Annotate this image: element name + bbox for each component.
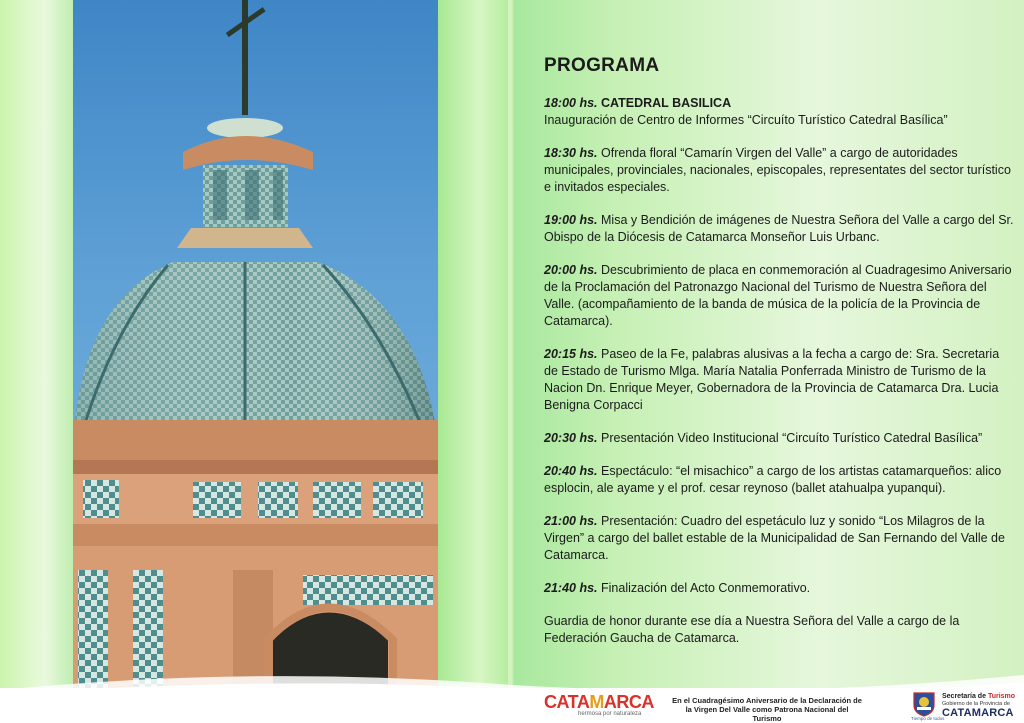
logo-tagline: hermosa por naturaleza <box>578 711 642 717</box>
footer-bar <box>0 688 1024 723</box>
item-text: Presentación Video Institucional “Circuíto Turístico Catedral Basílica” <box>601 431 983 445</box>
program-content <box>544 55 1014 663</box>
item-place: CATEDRAL BASILICA <box>601 96 732 110</box>
item-time: 20:00 hs. <box>544 263 598 277</box>
cross <box>226 0 266 115</box>
schedule-item <box>544 262 1014 330</box>
government-label: Gobierno de la Provincia de <box>942 701 1010 707</box>
item-time: 20:30 hs. <box>544 431 598 445</box>
item-text: Finalización del Acto Conmemorativo. <box>601 581 811 595</box>
item-time: 20:15 hs. <box>544 347 598 361</box>
schedule-item <box>544 95 1014 129</box>
schedule-item <box>544 430 1014 447</box>
item-time: 21:40 hs. <box>544 581 598 595</box>
item-text: Paseo de la Fe, palabras alusivas a la fecha a cargo de: Sra. Secretaria de Estado de Turismo Mlga. María Natalia Ponferrada Ministro de Turismo de la Nacion Dn. Enrique Meyer, Gobernadora de la Provincia de Catamarca Dra. Lucia Benigna Corpacci <box>544 347 1000 412</box>
secretariat-title: Secretaría de Turismo <box>942 693 1016 700</box>
center-fold-glow <box>438 0 508 723</box>
schedule-item <box>544 463 1014 497</box>
item-text: Espectáculo: “el misachico” a cargo de los artistas catamarqueños: alico esplocin, ale ayame y el prof. cesar reynoso (ballet atahualpa yupanqui). <box>544 464 1002 495</box>
item-text: Inauguración de Centro de Informes “Circuíto Turístico Catedral Basílica” <box>544 113 948 127</box>
item-text: Ofrenda floral “Camarín Virgen del Valle” a cargo de autoridades municipales, provinciales, nacionales, episcopales, representates del sector turístico e invitados especiales. <box>544 146 1011 194</box>
province-emblem-icon <box>912 691 936 717</box>
schedule-item <box>544 580 1014 597</box>
schedule-item <box>544 212 1014 246</box>
item-text: Descubrimiento de placa en conmemoración al Cuadragesimo Aniversario de la Proclamación del Patronazgo Nacional del Turismo de Nuestra Señora del Valle. (acompañamiento de la banda de música de la policía de la Provincia de Catamarca). <box>544 263 1012 328</box>
anniversary-note: En el Cuadragésimo Aniversario de la Declaración de la Virgen Del Valle como Patrona Nacional del Turismo <box>672 696 862 723</box>
closing-note: Guardia de honor durante ese día a Nuestra Señora del Valle a cargo de la Federación Gaucha de Catamarca. <box>544 614 960 645</box>
dome-illustration <box>73 0 438 690</box>
item-time: 20:40 hs. <box>544 464 598 478</box>
item-time: 19:00 hs. <box>544 213 598 227</box>
schedule-item <box>544 145 1014 196</box>
item-time: 18:00 hs. <box>544 96 598 110</box>
item-time: 21:00 hs. <box>544 514 598 528</box>
schedule-item <box>544 513 1014 564</box>
province-name: CATAMARCA <box>942 707 1014 719</box>
item-text: Misa y Bendición de imágenes de Nuestra Señora del Valle a cargo del Sr. Obispo de la Diócesis de Catamarca Monseñor Luis Urbanc. <box>544 213 1014 244</box>
left-margin-glow <box>0 0 75 723</box>
emblem-caption: Tiempo de todos <box>911 716 945 721</box>
basilica-dome-photo <box>73 0 438 690</box>
schedule-item <box>544 346 1014 414</box>
item-text: Presentación: Cuadro del espetáculo luz y sonido “Los Milagros de la Virgen” a cargo del ballet estable de la Municipalidad de San Fernando del Valle de Catamarca. <box>544 514 1005 562</box>
program-title: PROGRAMA <box>544 55 660 76</box>
item-time: 18:30 hs. <box>544 146 598 160</box>
catamarca-logo: CATAMARCA <box>544 692 654 712</box>
